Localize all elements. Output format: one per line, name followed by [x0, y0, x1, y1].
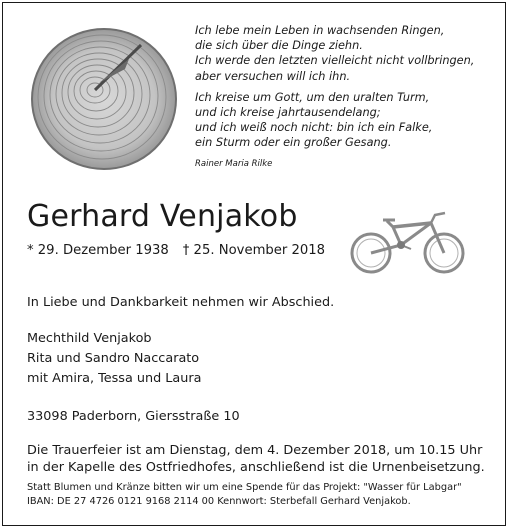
poem-line: die sich über die Dinge ziehn.	[195, 39, 363, 53]
poem-line: ein Sturm oder ein großer Gesang.	[195, 136, 392, 150]
mourner-line: Rita und Sandro Naccarato	[27, 351, 200, 366]
poem-line: und ich kreise jahrtausendelang;	[195, 106, 381, 120]
donation-line: Statt Blumen und Kränze bitten wir um eine Spende für das Projekt: "Wasser für Labgar"	[27, 482, 462, 493]
donation-line: IBAN: DE 27 4726 0121 9168 2114 00 Kennwort: Sterbefall Gerhard Venjakob.	[27, 495, 411, 507]
poem-stanza	[195, 90, 495, 151]
birth-date: * 29. Dezember 1938	[27, 243, 169, 258]
deceased-name: Gerhard Venjakob	[27, 199, 298, 234]
poem-stanza	[195, 23, 495, 84]
bicycle-icon	[349, 209, 467, 275]
obituary-notice	[2, 2, 506, 526]
mourner-line: mit Amira, Tessa und Laura	[27, 371, 202, 386]
service-line: Die Trauerfeier ist am Dienstag, dem 4. Dezember 2018, um 10.15 Uhr	[27, 443, 483, 458]
farewell-text: In Liebe und Dankbarkeit nehmen wir Abschied.	[27, 295, 335, 310]
poem-line: Ich kreise um Gott, um den uralten Turm,	[195, 90, 430, 104]
mourner-line: Mechthild Venjakob	[27, 331, 152, 346]
donation-info	[27, 481, 462, 508]
poem-line: aber versuchen will ich ihn.	[195, 69, 351, 83]
funeral-service-info	[27, 442, 485, 476]
tree-rings-icon	[29, 23, 179, 173]
death-date: † 25. November 2018	[182, 243, 326, 258]
poem	[195, 23, 495, 172]
address: 33098 Paderborn, Giersstraße 10	[27, 409, 240, 424]
life-dates	[27, 243, 325, 258]
poem-line: und ich weiß noch nicht: bin ich ein Falke,	[195, 121, 433, 135]
mourners-list	[27, 329, 201, 389]
service-line: in der Kapelle des Ostfriedhofes, anschließend ist die Urnenbeisetzung.	[27, 460, 485, 475]
poem-line: Ich lebe mein Leben in wachsenden Ringen,	[195, 24, 445, 37]
poem-author: Rainer Maria Rilke	[195, 158, 273, 169]
poem-line: Ich werde den letzten vielleicht nicht vollbringen,	[195, 54, 475, 68]
